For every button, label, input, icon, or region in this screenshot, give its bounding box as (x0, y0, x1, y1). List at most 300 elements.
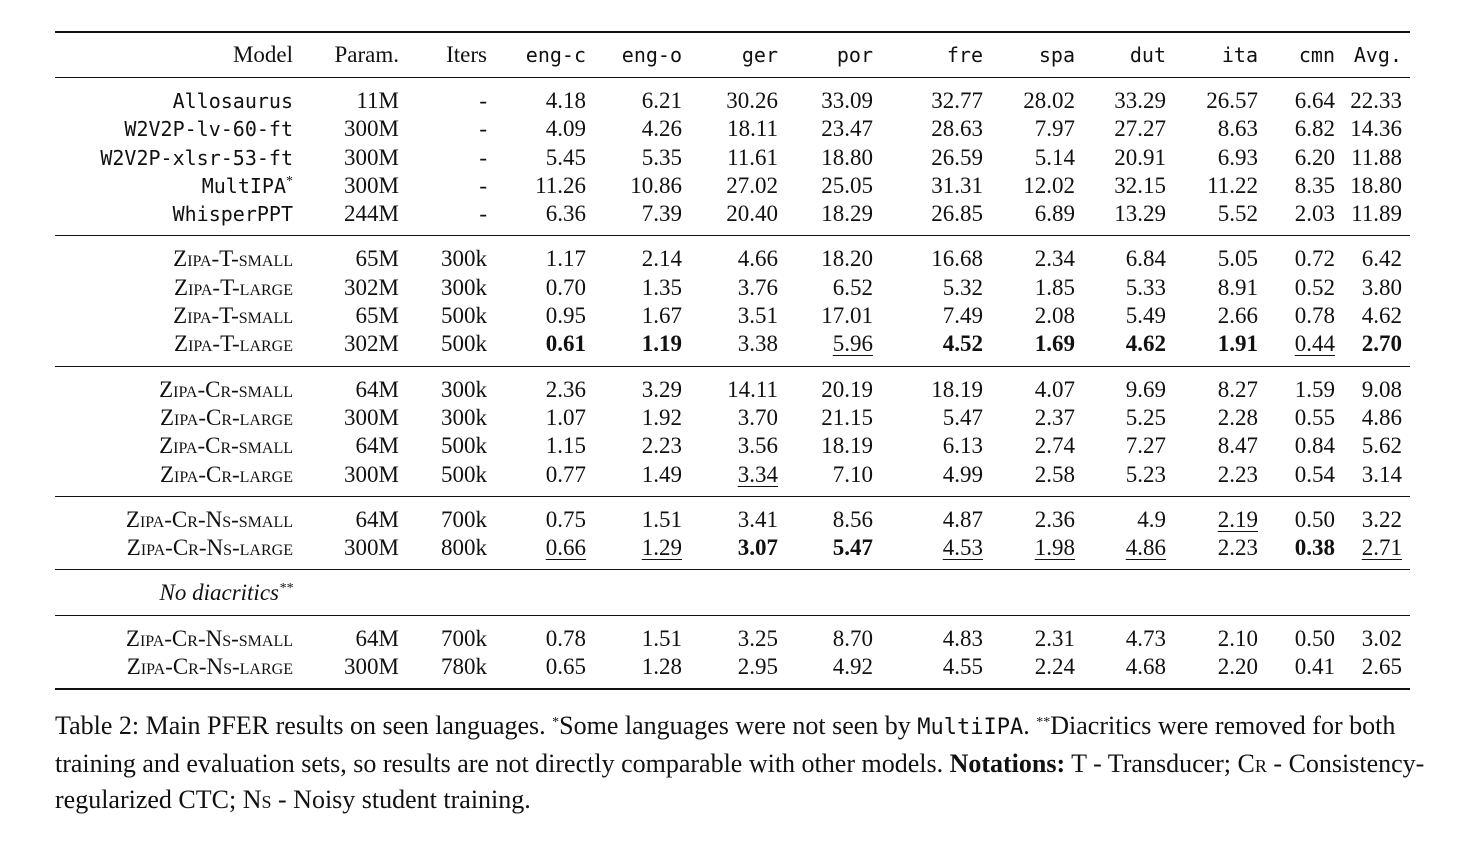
cell-value: 5.33 (1125, 274, 1166, 300)
value-cell (1343, 172, 1410, 200)
column-header: Iters (446, 42, 487, 67)
value-cell (407, 200, 495, 236)
value-cell (301, 172, 407, 200)
model-name: Zipa-Cr-small (159, 433, 293, 459)
cell-value: 1.59 (1294, 376, 1335, 402)
value-cell (1266, 366, 1343, 404)
model-name: Zipa-T-large (174, 331, 293, 357)
value-cell (495, 302, 594, 330)
table-label-row (55, 570, 1410, 615)
value-cell (1083, 144, 1174, 172)
cell-value: 0.50 (1294, 506, 1335, 532)
model-name-cell (55, 461, 301, 497)
value-cell (1083, 534, 1174, 570)
cell-value: 22.33 (1350, 88, 1402, 113)
cell-value: 500k (441, 433, 487, 459)
value-cell (407, 653, 495, 689)
value-cell (1083, 615, 1174, 653)
caption-text-7: - Noisy student training. (271, 785, 531, 814)
model-name: Zipa-Cr-large (159, 461, 293, 487)
cell-value: 3.51 (737, 303, 778, 329)
value-cell (991, 115, 1083, 143)
cell-value: 27.02 (726, 172, 778, 198)
cell-value: 3.34 (737, 461, 778, 487)
cell-value: 700k (441, 625, 487, 651)
model-name-cell (55, 366, 301, 404)
value-cell (407, 534, 495, 570)
table-group (55, 496, 1410, 570)
value-cell (1266, 274, 1343, 302)
value-cell (690, 274, 786, 302)
value-cell (786, 615, 881, 653)
cell-value: 2.03 (1294, 201, 1335, 227)
table-group (55, 570, 1410, 615)
empty-cell (786, 570, 881, 615)
caption-text-4: Diacritics were removed for both training and evaluation sets, so results are not directly comparable with other models. (55, 711, 1396, 778)
value-cell (1174, 330, 1266, 366)
value-cell (495, 461, 594, 497)
cell-value: 1.29 (641, 535, 682, 561)
table-caption (55, 708, 1435, 818)
cell-value: 4.62 (1361, 303, 1402, 329)
cell-value: 0.77 (545, 461, 586, 487)
cell-value: 4.26 (641, 116, 682, 142)
value-cell (786, 172, 881, 200)
value-cell (594, 78, 690, 116)
value-cell (1266, 200, 1343, 236)
cell-value: 3.25 (737, 625, 778, 651)
model-name-cell (55, 302, 301, 330)
cell-value: 8.91 (1217, 274, 1258, 300)
cell-value: 300k (441, 274, 487, 300)
cell-value: 28.02 (1023, 88, 1075, 113)
value-cell (991, 144, 1083, 172)
empty-cell (301, 570, 407, 615)
table-group (55, 78, 1410, 236)
cell-value: 4.09 (545, 116, 586, 142)
cell-value: 6.52 (832, 274, 873, 300)
value-cell (301, 653, 407, 689)
model-name-cell (55, 404, 301, 432)
cell-value: 4.62 (1125, 331, 1166, 357)
cell-value: 6.21 (641, 88, 682, 113)
value-cell (594, 615, 690, 653)
value-cell (786, 330, 881, 366)
empty-cell (594, 570, 690, 615)
caption-notations-label: Notations: (949, 749, 1066, 778)
cell-value: - (479, 201, 487, 227)
cell-value: 8.70 (832, 625, 873, 651)
value-cell (786, 144, 881, 172)
table-row (55, 615, 1410, 653)
model-name: Zipa-Cr-Ns-large (126, 535, 293, 561)
cell-value: 13.29 (1114, 201, 1166, 227)
cell-value: 1.49 (641, 461, 682, 487)
value-cell (690, 404, 786, 432)
value-cell (301, 200, 407, 236)
header-row (55, 32, 1410, 78)
value-cell (594, 236, 690, 274)
empty-cell (1174, 570, 1266, 615)
cell-value: 4.9 (1137, 506, 1166, 532)
cell-value: 0.65 (545, 654, 586, 680)
cell-value: 5.47 (942, 404, 983, 430)
value-cell (407, 496, 495, 534)
cell-value: 4.52 (942, 331, 983, 357)
value-cell (1174, 653, 1266, 689)
value-cell (690, 144, 786, 172)
model-name-cell (55, 115, 301, 143)
cell-value: 11.26 (535, 172, 586, 198)
cell-value: 11.88 (1351, 144, 1402, 170)
value-cell (594, 200, 690, 236)
cell-value: 4.18 (545, 88, 586, 113)
value-cell (786, 115, 881, 143)
value-cell (495, 236, 594, 274)
cell-value: 302M (344, 274, 399, 300)
value-cell (786, 496, 881, 534)
value-cell (1266, 144, 1343, 172)
value-cell (690, 78, 786, 116)
cell-value: 0.52 (1294, 274, 1335, 300)
cell-value: 3.70 (737, 404, 778, 430)
value-cell (301, 330, 407, 366)
cell-value: 4.99 (942, 461, 983, 487)
value-cell (1174, 200, 1266, 236)
model-name: Zipa-T-large (174, 274, 293, 300)
cell-value: 3.38 (737, 331, 778, 357)
value-cell (991, 404, 1083, 432)
value-cell (1083, 172, 1174, 200)
value-cell (690, 496, 786, 534)
caption-model-name: MultiIPA (917, 715, 1024, 740)
cell-value: 300M (344, 535, 399, 561)
model-name: Zipa-Cr-small (159, 376, 293, 402)
cell-value: 18.80 (821, 144, 873, 170)
cell-value: 300k (441, 376, 487, 402)
cell-value: - (479, 144, 487, 170)
value-cell (1343, 496, 1410, 534)
model-name: Zipa-Cr-Ns-small (125, 625, 293, 651)
cell-value: 500k (441, 303, 487, 329)
cell-value: 0.41 (1294, 654, 1335, 680)
value-cell (301, 496, 407, 534)
model-name-sup: * (286, 173, 293, 189)
value-cell (786, 200, 881, 236)
cell-value: 14.36 (1350, 116, 1402, 142)
value-cell (881, 302, 991, 330)
column-header: Model (232, 42, 293, 67)
cell-value: 7.49 (942, 303, 983, 329)
value-cell (594, 653, 690, 689)
cell-value: 5.25 (1125, 404, 1166, 430)
value-cell (407, 236, 495, 274)
cell-value: 5.96 (832, 331, 873, 357)
cell-value: 2.28 (1217, 404, 1258, 430)
cell-value: 2.19 (1217, 506, 1258, 532)
cell-value: 7.10 (832, 461, 873, 487)
cell-value: 31.31 (931, 172, 983, 198)
cell-value: 10.86 (630, 172, 682, 198)
caption-sup-2: ** (1036, 715, 1051, 730)
value-cell (690, 330, 786, 366)
value-cell (1174, 461, 1266, 497)
value-cell (1266, 615, 1343, 653)
column-header: eng-o (621, 43, 682, 67)
value-cell (495, 432, 594, 460)
cell-value: 3.76 (737, 274, 778, 300)
cell-value: 3.02 (1361, 625, 1402, 651)
value-cell (1083, 496, 1174, 534)
value-cell (786, 366, 881, 404)
table-row (55, 200, 1410, 236)
value-cell (1343, 432, 1410, 460)
model-name-cell (55, 432, 301, 460)
value-cell (1174, 615, 1266, 653)
model-name: MultIPA (201, 173, 286, 198)
cell-value: - (479, 172, 487, 198)
value-cell (1343, 653, 1410, 689)
value-cell (881, 653, 991, 689)
cell-value: 1.19 (641, 331, 682, 357)
model-name-cell (55, 534, 301, 570)
value-cell (991, 302, 1083, 330)
cell-value: 0.55 (1294, 404, 1335, 430)
value-cell (407, 366, 495, 404)
cell-value: 2.66 (1217, 303, 1258, 329)
value-cell (1083, 366, 1174, 404)
cell-value: 8.63 (1217, 116, 1258, 142)
table-row (55, 78, 1410, 116)
value-cell (1083, 236, 1174, 274)
value-cell (1083, 404, 1174, 432)
model-name: WhisperPPT (172, 202, 293, 227)
cell-value: 2.31 (1034, 625, 1075, 651)
cell-value: 1.98 (1034, 535, 1075, 561)
value-cell (594, 115, 690, 143)
value-cell (1343, 115, 1410, 143)
model-name-cell (55, 200, 301, 236)
cell-value: 2.23 (1217, 461, 1258, 487)
empty-cell (881, 570, 991, 615)
value-cell (991, 236, 1083, 274)
cell-value: 244M (344, 201, 399, 227)
cell-value: 20.40 (726, 201, 778, 227)
value-cell (991, 366, 1083, 404)
cell-value: 500k (441, 331, 487, 357)
cell-value: 3.07 (737, 535, 778, 561)
cell-value: 2.14 (641, 246, 682, 272)
value-cell (301, 432, 407, 460)
value-cell (991, 461, 1083, 497)
cell-value: 2.10 (1217, 625, 1258, 651)
table-row (55, 432, 1410, 460)
cell-value: 16.68 (931, 246, 983, 272)
value-cell (881, 461, 991, 497)
cell-value: 2.37 (1034, 404, 1075, 430)
empty-cell (407, 570, 495, 615)
value-cell (991, 172, 1083, 200)
value-cell (301, 274, 407, 302)
value-cell (786, 274, 881, 302)
cell-value: 780k (441, 654, 487, 680)
model-name: Zipa-Cr-Ns-large (126, 654, 293, 680)
cell-value: 64M (355, 625, 399, 651)
cell-value: 26.57 (1206, 88, 1258, 113)
cell-value: 5.45 (545, 144, 586, 170)
value-cell (1174, 496, 1266, 534)
value-cell (407, 172, 495, 200)
section-label (55, 570, 301, 615)
cell-value: 300M (344, 116, 399, 142)
cell-value: 0.84 (1294, 433, 1335, 459)
cell-value: 1.17 (545, 246, 586, 272)
cell-value: 1.51 (641, 506, 682, 532)
value-cell (1266, 432, 1343, 460)
value-cell (301, 534, 407, 570)
cell-value: 3.80 (1361, 274, 1402, 300)
value-cell (1266, 115, 1343, 143)
caption-text-6: - Consistency-regularized CTC; (55, 749, 1425, 814)
value-cell (594, 274, 690, 302)
cell-value: 5.14 (1034, 144, 1075, 170)
value-cell (991, 496, 1083, 534)
value-cell (301, 144, 407, 172)
model-name-cell (55, 653, 301, 689)
cell-value: 4.86 (1125, 535, 1166, 561)
cell-value: 0.95 (545, 303, 586, 329)
model-name: Zipa-T-small (173, 246, 293, 272)
cell-value: 4.92 (832, 654, 873, 680)
value-cell (991, 432, 1083, 460)
cell-value: 800k (441, 535, 487, 561)
cell-value: 11.22 (1207, 172, 1258, 198)
value-cell (594, 366, 690, 404)
cell-value: 11.89 (1351, 201, 1402, 227)
cell-value: 17.01 (821, 303, 873, 329)
cell-value: 5.49 (1125, 303, 1166, 329)
value-cell (1266, 236, 1343, 274)
table-row (55, 653, 1410, 689)
cell-value: 32.77 (931, 88, 983, 113)
empty-cell (495, 570, 594, 615)
value-cell (594, 144, 690, 172)
cell-value: 6.13 (942, 433, 983, 459)
cell-value: 12.02 (1023, 172, 1075, 198)
value-cell (881, 432, 991, 460)
cell-value: 2.71 (1361, 535, 1402, 561)
table-row (55, 144, 1410, 172)
value-cell (407, 302, 495, 330)
cell-value: 4.86 (1361, 404, 1402, 430)
value-cell (1083, 302, 1174, 330)
value-cell (991, 274, 1083, 302)
cell-value: 2.24 (1034, 654, 1075, 680)
value-cell (594, 302, 690, 330)
value-cell (301, 236, 407, 274)
column-header: spa (1038, 43, 1075, 67)
cell-value: - (479, 88, 487, 113)
cell-value: 1.15 (545, 433, 586, 459)
cell-value: 300M (344, 172, 399, 198)
value-cell (407, 330, 495, 366)
cell-value: 6.20 (1294, 144, 1335, 170)
caption-text-1: Table 2: Main PFER results on seen languages. (55, 711, 553, 740)
table-group (55, 615, 1410, 689)
model-name-cell (55, 144, 301, 172)
value-cell (1343, 236, 1410, 274)
cell-value: 5.35 (641, 144, 682, 170)
value-cell (881, 172, 991, 200)
value-cell (881, 78, 991, 116)
value-cell (690, 615, 786, 653)
value-cell (881, 144, 991, 172)
cell-value: 0.78 (545, 625, 586, 651)
table-group (55, 366, 1410, 496)
value-cell (881, 274, 991, 302)
cell-value: 5.23 (1125, 461, 1166, 487)
cell-value: 1.35 (641, 274, 682, 300)
cell-value: 0.66 (545, 535, 586, 561)
value-cell (1083, 330, 1174, 366)
value-cell (1266, 78, 1343, 116)
value-cell (1083, 461, 1174, 497)
cell-value: 4.66 (737, 246, 778, 272)
cell-value: 3.22 (1361, 506, 1402, 532)
cell-value: 65M (355, 246, 399, 272)
cell-value: 1.85 (1034, 274, 1075, 300)
cell-value: 9.08 (1361, 376, 1402, 402)
cell-value: 300M (344, 461, 399, 487)
value-cell (881, 236, 991, 274)
section-label-text: No diacritics (159, 580, 279, 606)
table-row (55, 115, 1410, 143)
value-cell (1174, 172, 1266, 200)
cell-value: 11M (356, 88, 399, 113)
cell-value: 30.26 (726, 88, 778, 113)
cell-value: 5.32 (942, 274, 983, 300)
value-cell (1174, 404, 1266, 432)
cell-value: 700k (441, 506, 487, 532)
cell-value: 2.23 (641, 433, 682, 459)
value-cell (1083, 274, 1174, 302)
cell-value: 1.91 (1217, 331, 1258, 357)
value-cell (407, 144, 495, 172)
results-table (55, 31, 1410, 690)
table-row (55, 236, 1410, 274)
cell-value: 8.56 (832, 506, 873, 532)
cell-value: 64M (355, 506, 399, 532)
value-cell (690, 302, 786, 330)
cell-value: 26.85 (931, 201, 983, 227)
value-cell (407, 78, 495, 116)
cell-value: 4.83 (942, 625, 983, 651)
cell-value: 0.70 (545, 274, 586, 300)
cell-value: 18.11 (727, 116, 778, 142)
cell-value: 7.27 (1125, 433, 1166, 459)
value-cell (301, 461, 407, 497)
value-cell (786, 653, 881, 689)
value-cell (881, 534, 991, 570)
value-cell (1266, 404, 1343, 432)
cell-value: 2.65 (1361, 654, 1402, 680)
value-cell (594, 496, 690, 534)
value-cell (301, 78, 407, 116)
cell-value: 4.87 (942, 506, 983, 532)
value-cell (495, 78, 594, 116)
cell-value: 0.61 (545, 331, 586, 357)
value-cell (690, 172, 786, 200)
